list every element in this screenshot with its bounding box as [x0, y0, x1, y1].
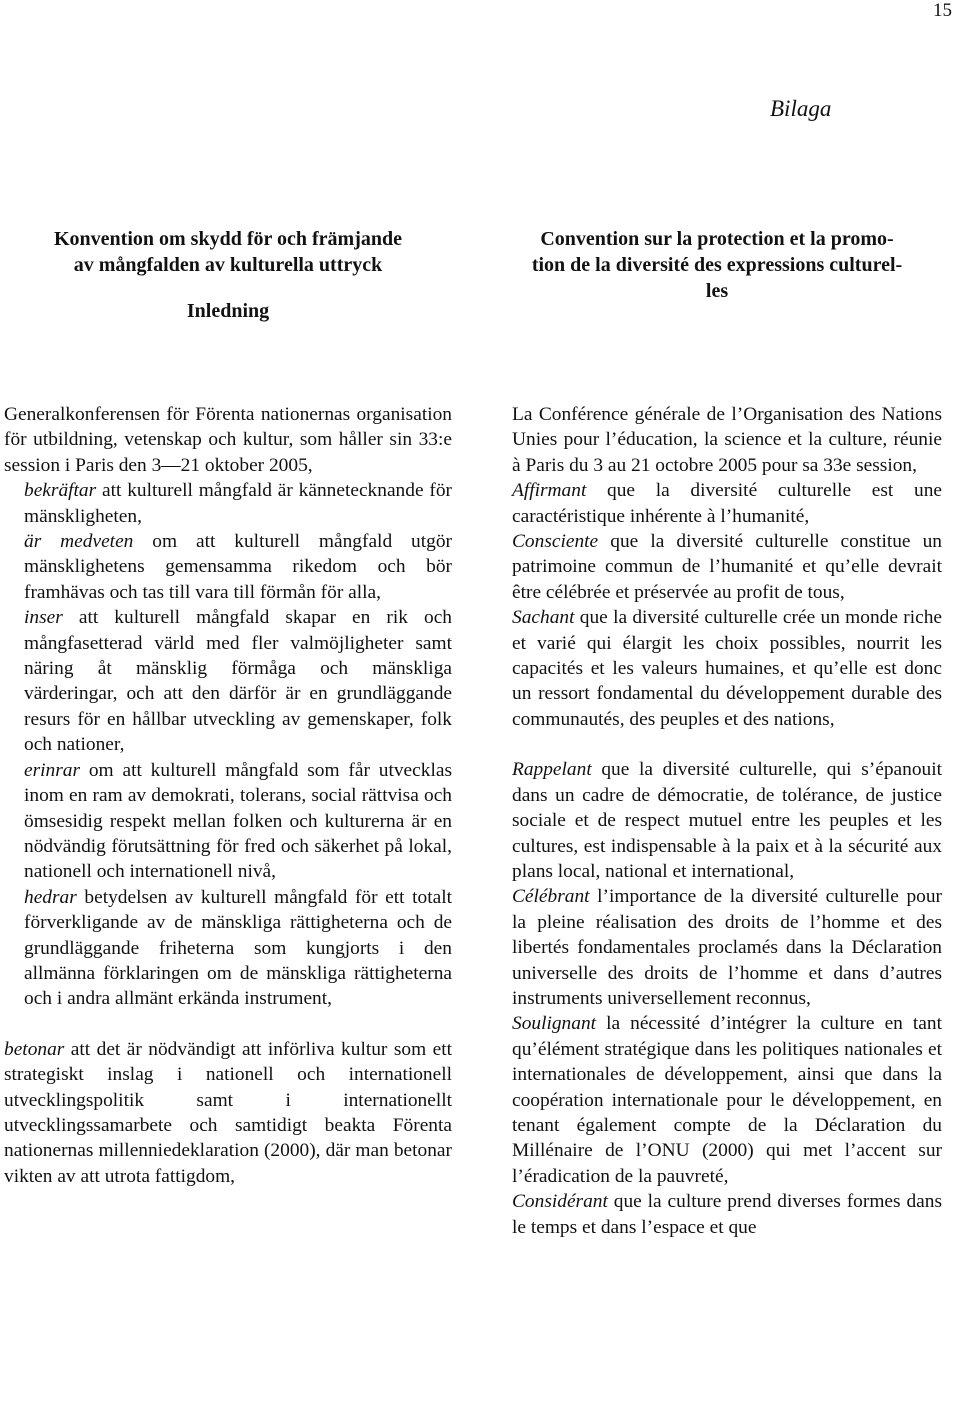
- sv-paragraph-5: [4, 885, 452, 1012]
- sv-text-4: om att kulturell mångfald som får utvecklas inom en ram av demokrati, tolerans, social rättvisa och ömsesidig respekt mellan folken och kulturerna är en nödvändig förutsättning för fred och säkerhet på lokal, nationell och internationell nivå,: [24, 759, 452, 883]
- title-fr-line-3: les: [705, 280, 729, 302]
- fr-text-7: que la culture prend diverses formes dans le temps et dans l’espace et que: [512, 1191, 942, 1238]
- sv-keyword-6: betonar: [4, 1038, 65, 1060]
- fr-keyword-5: Célébrant: [512, 886, 590, 908]
- page-number: 15: [933, 0, 952, 21]
- sv-keyword-2: är medveten: [24, 531, 134, 553]
- fr-keyword-1: Affirmant: [512, 480, 587, 502]
- sv-text-5: betydelsen av kulturell mångfald för ett totalt förverkligande av de mänskliga rättigheterna och de grundläggande friheterna som kungjorts i den allmänna förklaringen om de mänskliga rättigheterna och i andra allmänt erkända instrument,: [24, 886, 452, 1010]
- sv-text-1: att kulturell mångfald är kännetecknande för mänskligheten,: [24, 480, 452, 527]
- paragraph-gap: [492, 732, 942, 757]
- fr-text-4: que la diversité culturelle, qui s’épanouit dans un cadre de démocratie, de tolérance, de justice sociale et de respect mutuel entre les peuples et les cultures, est indispensable à la paix et à la sécurité aux plans local, national et international,: [512, 759, 942, 882]
- fr-keyword-2: Consciente: [512, 531, 599, 553]
- title-fr-line-2: tion de la diversité des expressions culturel-: [531, 254, 903, 276]
- fr-paragraph-7: [492, 1189, 942, 1240]
- fr-text-1: que la diversité culturelle est une caractéristique inhérente à l’humanité,: [512, 480, 942, 527]
- sv-keyword-3: inser: [24, 607, 63, 629]
- title-fr-line-1: Convention sur la protection et la promo-: [540, 228, 894, 250]
- sv-intro-paragraph: [4, 402, 452, 478]
- sv-keyword-5: hedrar: [24, 886, 77, 908]
- sv-text-3: att kulturell mångfald skapar en rik och mångfasetterad värld med fler valmöjligheter samt näring åt mänsklig förmåga och mänskliga värderingar, och att den därför är en grundläggande resurs för en hållbar utveckling av gemenskaper, folk och nationer,: [24, 607, 452, 756]
- paragraph-gap: [4, 1012, 452, 1037]
- sv-keyword-1: bekräftar: [24, 480, 97, 502]
- fr-paragraph-4: [492, 757, 942, 884]
- fr-paragraph-6: [492, 1011, 942, 1189]
- fr-text-5: l’importance de la diversité culturelle pour la pleine réalisation des droits de l’homme et des libertés fondamentales proclamés dans la Déclaration universelle des droits de l’homme et dans d’autres instruments universellement reconnus,: [512, 886, 942, 1009]
- fr-keyword-6: Soulignant: [512, 1013, 597, 1035]
- sv-intro-text: Generalkonferensen för Förenta nationernas organisation för utbildning, vetenskap och kultur, som håller sin 33:e session i Paris den 3—21 oktober 2005,: [4, 404, 452, 476]
- sv-paragraph-2: [4, 529, 452, 605]
- sv-text-6: att det är nödvändigt att införliva kultur som ett strategiskt inslag i nationell och internationell utvecklingspolitik samt i internationellt utvecklingssamarbete och samtidigt beakta Förenta nationernas millenniedeklaration (2000), där man betonar vikten av att utrota fattigdom,: [4, 1038, 452, 1187]
- sv-paragraph-1: [4, 478, 452, 529]
- fr-paragraph-2: [492, 529, 942, 605]
- sv-keyword-4: erinrar: [24, 759, 81, 781]
- sv-paragraph-6: [4, 1037, 452, 1189]
- document-title-french: [492, 226, 942, 304]
- fr-paragraph-3: [492, 605, 942, 732]
- document-title-swedish: [4, 226, 452, 278]
- appendix-label: Bilaga: [770, 96, 832, 121]
- sv-paragraph-4: [4, 758, 452, 885]
- fr-paragraph-5: [492, 884, 942, 1011]
- fr-text-3: que la diversité culturelle crée un monde riche et varié qui élargit les choix possibles, nourrit les capacités et les valeurs humaines, et qu’elle est donc un ressort fondamental du développement durable des communautés, des peuples et des nations,: [512, 607, 942, 730]
- fr-intro-text: La Conférence générale de l’Organisation des Nations Unies pour l’éducation, la science et la culture, réunie à Paris du 3 au 21 octobre 2005 pour sa 33e session,: [512, 404, 942, 476]
- fr-paragraph-1: [492, 478, 942, 529]
- french-column: [492, 402, 942, 1240]
- fr-intro-paragraph: [492, 402, 942, 478]
- sv-paragraph-3: [4, 605, 452, 757]
- sv-text-2: om att kulturell mångfald utgör mänsklighetens gemensamma rikedom och bör framhävas och tas till vara till förmån för alla,: [24, 531, 452, 603]
- section-heading-inledning: Inledning: [186, 300, 270, 322]
- swedish-column: [4, 402, 452, 1189]
- fr-keyword-4: Rappelant: [512, 759, 592, 781]
- title-sv-line-1: Konvention om skydd för och främjande: [54, 228, 402, 250]
- fr-keyword-7: Considérant: [512, 1191, 608, 1213]
- fr-text-6: la nécessité d’intégrer la culture en tant qu’élément stratégique dans les politiques nationales et internationales de développement, ainsi que dans la coopération internationale pour le développement, en tenant également compte de la Déclaration du Millénaire de l’ONU (2000) qui met l’accent sur l’éradication de la pauvreté,: [512, 1013, 942, 1187]
- fr-text-2: que la diversité culturelle constitue un patrimoine commun de l’humanité et qu’elle devrait être célébrée et préservée au profit de tous,: [512, 531, 942, 603]
- fr-keyword-3: Sachant: [512, 607, 575, 629]
- title-sv-line-2: av mångfalden av kulturella uttryck: [73, 254, 383, 276]
